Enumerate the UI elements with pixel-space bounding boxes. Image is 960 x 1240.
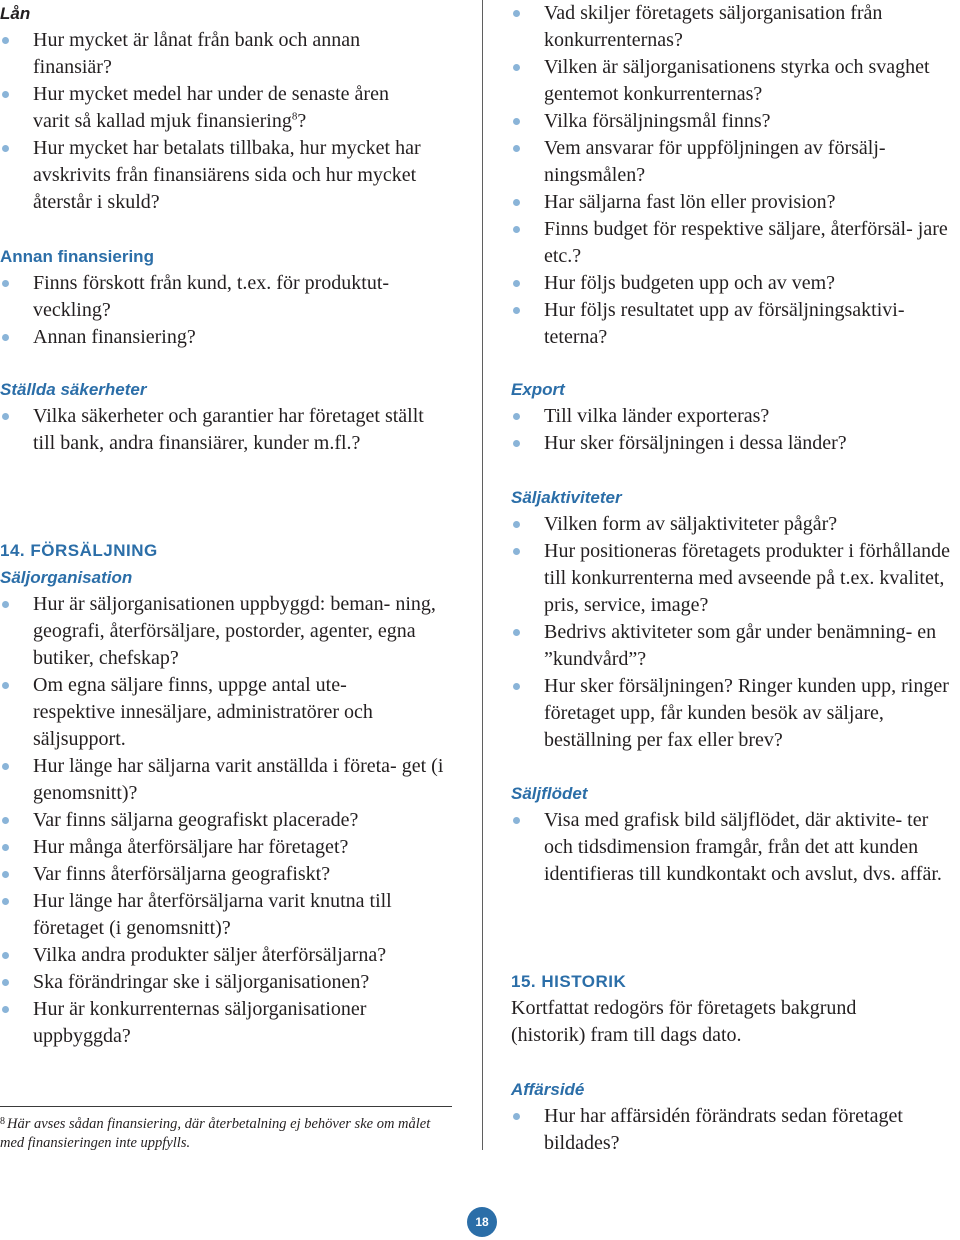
list-item: Ska förändringar ske i säljorganisationen? xyxy=(0,969,463,996)
section-export xyxy=(511,376,960,457)
list-item: Annan finansiering? xyxy=(0,324,462,351)
footnote-text: Här avses sådan finansiering, där återbetalning ej behöver ske om målet med finansieringen inte uppfylls. xyxy=(0,1116,431,1151)
list-item: Har säljarna fast lön eller provision? xyxy=(511,189,960,216)
page-number: 18 xyxy=(467,1207,497,1237)
list-item-text: Hur mycket medel har under de senaste åren varit så kallad mjuk finansiering xyxy=(33,83,389,132)
footnote-divider xyxy=(0,1106,452,1107)
section-lan xyxy=(0,0,462,216)
list-item: Hur följs budgeten upp och av vem? xyxy=(511,270,960,297)
list-item: Vilka andra produkter säljer återförsäljarna? xyxy=(0,942,463,969)
list-item: Hur länge har återförsäljarna varit knutna till företaget (i genomsnitt)? xyxy=(0,888,458,942)
list-item: Hur mycket är lånat från bank och annan finansiär? xyxy=(0,27,413,81)
heading-saljaktiviteter: Säljaktiviteter xyxy=(511,488,622,507)
historik-text: Kortfattat redogörs för företagets bakgrund (historik) fram till dags dato. xyxy=(511,997,857,1046)
column-divider xyxy=(482,0,483,1150)
list-item: Till vilka länder exporteras? xyxy=(511,403,960,430)
list-item: Hur är konkurrenternas säljorganisationer uppbyggda? xyxy=(0,996,433,1050)
list-item: Finns förskott från kund, t.ex. för produktut- veckling? xyxy=(0,270,453,324)
list-item: Hur positioneras företagets produkter i förhållande till konkurrenterna med avseende på t.ex. kvalitet, pris, service, image? xyxy=(511,538,960,619)
list-affarside xyxy=(511,1103,960,1157)
list-item: Vad skiljer företagets säljorganisation från konkurrenternas? xyxy=(511,0,960,54)
section-saljorganisation-continued xyxy=(511,0,960,351)
list-lan xyxy=(0,27,462,216)
list-item-suffix: ? xyxy=(297,110,307,132)
list-item: Hur många återförsäljare har företaget? xyxy=(0,834,462,861)
section-historik xyxy=(511,968,960,1049)
list-item: Visa med grafisk bild säljflödet, där aktivite- ter och tidsdimension framgår, från det att kunden identifieras till kundkontakt och avslut, dvs. affär. xyxy=(511,807,956,888)
heading-affarside: Affärsidé xyxy=(511,1080,585,1099)
list-item: Hur sker försäljningen? Ringer kunden upp, ringer företaget upp, får kunden besök av säljare, beställning per fax eller brev? xyxy=(511,673,956,754)
subheading-saljorganisation: Säljorganisation xyxy=(0,568,133,587)
list-item: Vem ansvarar för uppföljningen av försälj- ningsmålen? xyxy=(511,135,960,189)
list-export xyxy=(511,403,960,457)
list-saljaktiviteter xyxy=(511,511,960,754)
list-annan-finansiering xyxy=(0,270,462,351)
footnote-mark: 8 xyxy=(0,1116,5,1127)
list-stallda-sakerheter xyxy=(0,403,462,457)
footnote-ref: 8 xyxy=(291,110,298,123)
list-item: Hur länge har säljarna varit anställda i företa- get (i genomsnitt)? xyxy=(0,753,462,807)
list-item: Finns budget för respektive säljare, återförsäl- jare etc.? xyxy=(511,216,960,270)
section-stallda-sakerheter xyxy=(0,376,462,457)
list-item: Vilken form av säljaktiviteter pågår? xyxy=(511,511,960,538)
list-item: Hur följs resultatet upp av försäljningsaktivi- teterna? xyxy=(511,297,960,351)
list-item xyxy=(0,81,413,135)
heading-saljflodet: Säljflödet xyxy=(511,784,588,803)
heading-forsaljning: 14. FÖRSÄLJNING xyxy=(0,541,158,560)
list-item: Var finns återförsäljarna geografiskt? xyxy=(0,861,462,888)
heading-export: Export xyxy=(511,380,565,399)
list-item: Vilka försäljningsmål finns? xyxy=(511,108,960,135)
footnote xyxy=(0,1112,452,1153)
heading-historik: 15. HISTORIK xyxy=(511,972,627,991)
section-annan-finansiering xyxy=(0,243,462,351)
list-item: Hur har affärsidén förändrats sedan företaget bildades? xyxy=(511,1103,960,1157)
list-item: Vilka säkerheter och garantier har företaget ställt till bank, andra finansiärer, kunder m.fl.? xyxy=(0,403,437,457)
section-affarside xyxy=(511,1076,960,1157)
list-saljorganisation xyxy=(0,591,462,1050)
list-item: Hur mycket har betalats tillbaka, hur mycket har avskrivits från finansiärens sida och hur mycket återstår i skuld? xyxy=(0,135,445,216)
list-item: Om egna säljare finns, uppge antal ute- respektive innesäljare, administratörer och säljsupport. xyxy=(0,672,428,753)
list-item: Vilken är säljorganisationens styrka och svaghet gentemot konkurrenternas? xyxy=(511,54,949,108)
list-item: Hur är säljorganisationen uppbyggd: beman- ning, geografi, återförsäljare, postorder, agenter, egna butiker, chefskap? xyxy=(0,591,458,672)
list-item: Var finns säljarna geografiskt placerade? xyxy=(0,807,462,834)
list-saljorganisation-continued xyxy=(511,0,960,351)
heading-stallda-sakerheter: Ställda säkerheter xyxy=(0,380,147,399)
list-saljflodet xyxy=(511,807,960,888)
section-saljaktiviteter xyxy=(511,484,960,754)
section-forsaljning xyxy=(0,537,462,1050)
list-item: Hur sker försäljningen i dessa länder? xyxy=(511,430,960,457)
heading-annan-finansiering: Annan finansiering xyxy=(0,247,154,266)
heading-lan: Lån xyxy=(0,4,31,23)
list-item: Bedrivs aktiviteter som går under benämning- en ”kundvård”? xyxy=(511,619,960,673)
section-saljflodet xyxy=(511,780,960,888)
